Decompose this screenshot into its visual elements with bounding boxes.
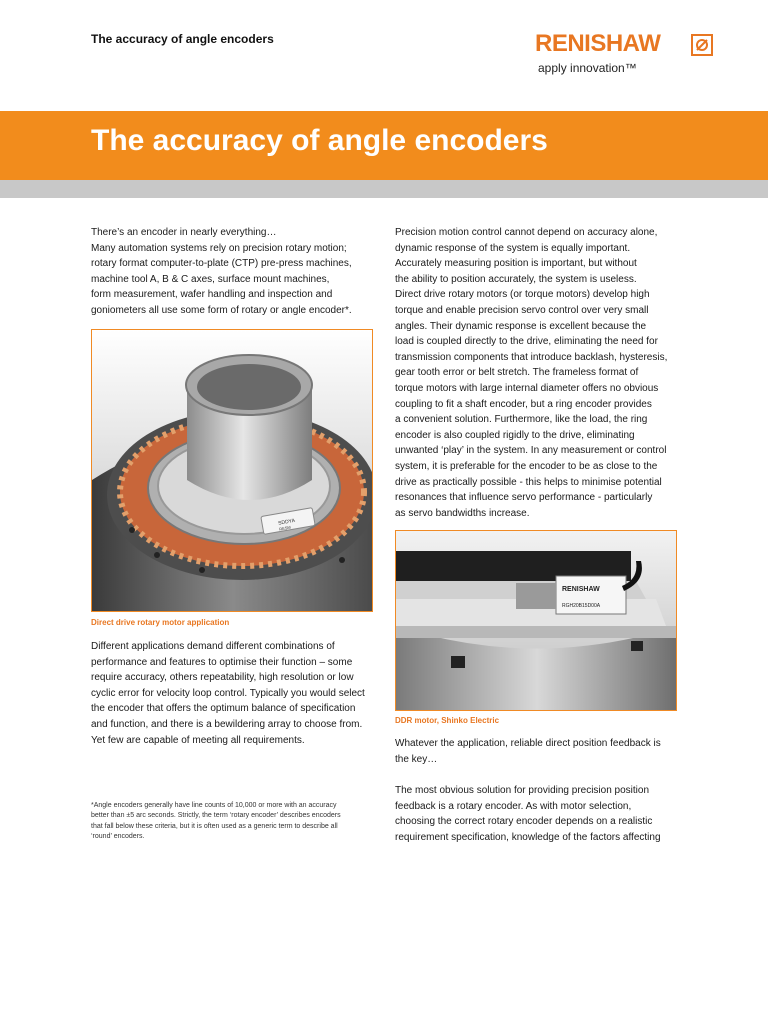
text-line: and function, and there is a bewildering array to choose from.	[91, 718, 363, 730]
readhead-part-number: RGH20B15D00A	[562, 603, 601, 609]
footnote-line: ‘round’ encoders.	[91, 833, 145, 841]
applications-paragraph	[91, 639, 381, 748]
figure-caption: Direct drive rotary motor application	[91, 618, 230, 627]
footnote-line: *Angle encoders generally have line counts of 10,000 or more with an accuracy	[91, 802, 337, 809]
text-line: feedback is a rotary encoder. As with motor selection,	[395, 800, 632, 812]
footnote-line: better than ±5 arc seconds. Strictly, the term ‘rotary encoder’ describes encoders	[91, 812, 341, 820]
footnote	[91, 801, 381, 843]
text-line: coupling to fit a shaft encoder, but a ring encoder provides	[395, 398, 652, 410]
logo-symbol-icon	[691, 34, 713, 56]
grey-divider-band	[0, 180, 768, 198]
readhead-label-2: RESM	[278, 524, 292, 532]
text-line: gear tooth error or belt stretch. The frameless format of	[395, 367, 639, 379]
text-line: encoder is also coupled rigidly to the drive, eliminating	[395, 429, 635, 441]
motion-control-paragraph	[395, 225, 680, 521]
text-line: machine tool A, B & C axes, surface mount machines,	[91, 273, 330, 285]
readhead-brand: RENISHAW	[562, 586, 600, 593]
text-line: angles. Their dynamic response is excellent because the	[395, 320, 647, 332]
ddr-motor-photo	[395, 530, 677, 711]
figure-caption: DDR motor, Shinko Electric	[395, 716, 500, 725]
text-line: the ability to position accurately, the system is useless.	[395, 273, 637, 285]
text-line: resonances that influence servo performance - particularly	[395, 492, 653, 504]
text-line: torque motors with large internal diameter offers no obvious	[395, 382, 659, 394]
text-line: goniometers all use some form of rotary or angle encoder*.	[91, 304, 352, 316]
page-title: The accuracy of angle encoders	[91, 124, 548, 157]
text-line: The most obvious solution for providing precision position	[395, 785, 650, 796]
text-line: Whatever the application, reliable direct position feedback is	[395, 738, 661, 749]
text-line: require accuracy, others repeatability, high resolution or low	[91, 672, 354, 684]
text-line: Accurately measuring position is important, but without	[395, 258, 637, 270]
text-line: There’s an encoder in nearly everything…	[91, 227, 277, 238]
text-line: torque and enable precision servo control over very small	[395, 304, 649, 316]
title-banner	[0, 111, 768, 180]
text-line: drive as practically possible - this helps to minimise potential	[395, 476, 662, 488]
text-line: Many automation systems rely on precision rotary motion;	[91, 242, 347, 254]
footnote-line: that fall below these criteria, but it is often used as a generic term to describe all	[91, 822, 338, 830]
text-line: as servo bandwidths increase.	[395, 507, 530, 519]
text-line: Direct drive rotary motors (or torque motors) develop high	[395, 289, 650, 301]
text-line: dynamic response of the system is equally important.	[395, 242, 631, 254]
text-line: rotary format computer-to-plate (CTP) pre-press machines,	[91, 258, 352, 270]
intro-paragraph	[91, 225, 381, 319]
text-line: a convenient solution. Furthermore, like the load, the ring	[395, 414, 648, 426]
readhead-label-1: SDDYA	[277, 517, 296, 527]
renishaw-logo	[535, 30, 715, 76]
text-line: Yet few are capable of meeting all requirements.	[91, 734, 305, 746]
text-line: the encoder that offers the optimum balance of specification	[91, 703, 356, 715]
text-line: system, it is preferable for the encoder to be as close to the	[395, 460, 658, 472]
text-line: unwanted ‘play’ in the system. In any measurement or control	[395, 445, 667, 457]
logo-tagline: apply innovation™	[538, 61, 637, 75]
text-line: Different applications demand different combinations of	[91, 641, 335, 652]
rotary-encoder-paragraph	[395, 783, 680, 845]
text-line: form measurement, wafer handling and inspection and	[91, 289, 333, 301]
text-line: Precision motion control cannot depend on accuracy alone,	[395, 227, 658, 238]
text-line: cyclic error for velocity loop control. Typically you would select	[91, 687, 365, 699]
text-line: choosing the correct rotary encoder depends on a realistic	[395, 816, 653, 828]
motor-application-photo	[91, 329, 373, 612]
logo-wordmark: RENISHAW	[535, 30, 661, 57]
running-header: The accuracy of angle encoders	[91, 32, 274, 46]
text-line: performance and features to optimise their function – some	[91, 656, 353, 668]
text-line: load is coupled directly to the drive, eliminating the need for	[395, 336, 658, 348]
text-line: requirement specification, knowledge of the factors affecting	[395, 831, 661, 843]
feedback-paragraph	[395, 736, 680, 767]
text-line: the key…	[395, 753, 438, 765]
text-line: transmission components that introduce backlash, hysteresis,	[395, 351, 668, 363]
